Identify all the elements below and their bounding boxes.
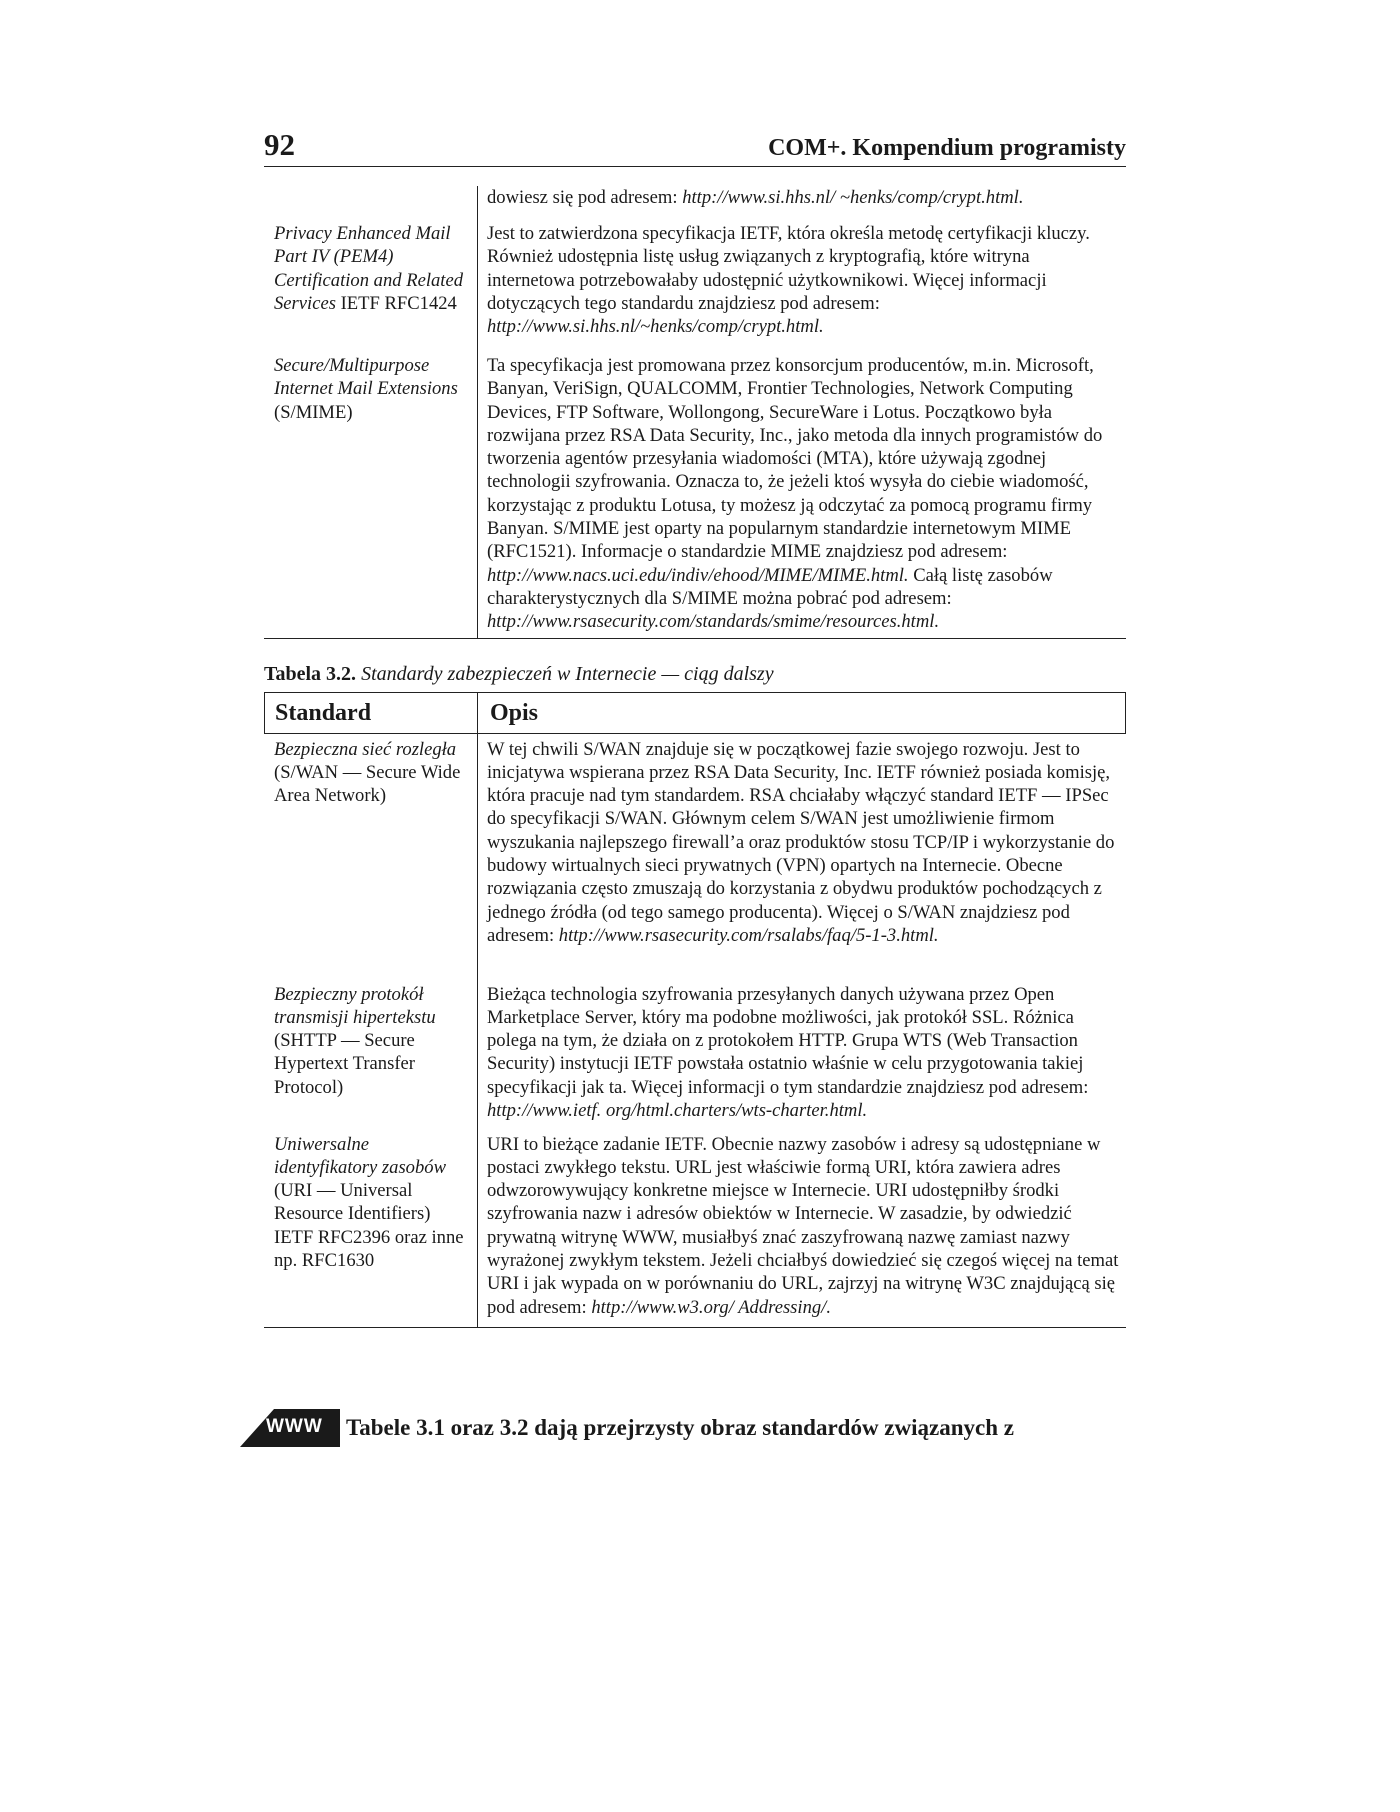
table-bottom-rule — [264, 638, 1126, 639]
description-url: http://www.ietf. org/html.charters/wts-charter.html. — [487, 1100, 868, 1122]
www-badge-label: WWW — [266, 1416, 323, 1437]
standard-id: (URI — Universal Resource Identifiers) IETF RFC2396 oraz inne np. RFC1630 — [274, 1180, 464, 1272]
description-url: http://www.rsasecurity.com/rsalabs/faq/5-1-3.html. — [558, 924, 939, 946]
page — [264, 128, 1126, 1328]
description-url: http://www.si.hhs.nl/~henks/comp/crypt.html. — [487, 316, 824, 338]
table-header — [264, 692, 1126, 734]
standard-name: Bezpieczny protokół transmisji hipertekstu — [274, 983, 436, 1028]
description-cell — [477, 222, 1126, 352]
standard-cell — [264, 354, 477, 634]
www-note — [240, 1409, 1014, 1447]
standard-name: Secure/Multipurpose Internet Mail Extensions — [274, 355, 458, 400]
description-cell — [477, 354, 1126, 634]
table-row — [264, 1133, 1126, 1327]
description-cell — [477, 1133, 1126, 1319]
description-text: W tej chwili S/WAN znajduje się w początkowej fazie swojego rozwoju. Jest to inicjatywa wspierana przez RSA Data Security, Inc. IETF również posiada komisję, która pracuje nad tym standardem. RSA chciałaby włączyć standard IETF — IPSec do specyfikacji S/WAN. Głównym celem S/WAN jest umożliwienie firmom wyszukania najlepszego firewall’a oraz produktów stosu TCP/IP i wykorzystanie do budowy wirtualnych sieci prywatnych (VPN) opartych na Internecie. Obecne rozwiązania często zmuszają do korzystania z obydwu produktów pochodzących z jednego źródła (od tego samego producenta). Więcej o S/WAN znajdziesz pod adresem: — [487, 738, 1115, 946]
description-url: http://www.rsasecurity.com/standards/smime/resources.html. — [487, 611, 940, 633]
standard-cell — [264, 186, 477, 220]
column-header-standard: Standard — [275, 699, 372, 726]
standard-id: (S/MIME) — [274, 401, 353, 423]
standard-name: Uniwersalne identyfikatory zasobów — [274, 1133, 446, 1178]
table-body — [264, 734, 1126, 1327]
www-badge-icon — [240, 1409, 340, 1447]
description-text: Całą listę zasobów charakterystycznych dla S/MIME można pobrać pod adresem: — [487, 564, 1053, 609]
description-cell — [477, 983, 1126, 1123]
table-row — [264, 983, 1126, 1123]
table-row — [264, 354, 1126, 638]
standard-cell — [264, 222, 477, 352]
caption-text: Standardy zabezpieczeń w Internecie — ciąg dalszy — [356, 662, 774, 685]
running-title: COM+. Kompendium programisty — [768, 135, 1126, 161]
column-divider — [477, 186, 478, 639]
standard-id: (SHTTP — Secure Hypertext Transfer Protocol) — [274, 1030, 415, 1098]
description-text: dowiesz się pod adresem: — [487, 187, 683, 208]
table-caption — [264, 661, 1126, 687]
description-cell — [477, 738, 1126, 973]
description-text: Jest to zatwierdzona specyfikacja IETF, która określa metodę certyfikacji kluczy. Również udostępnia listę usług związanych z kryptografią, które witryna internetowa potrzebowałaby udostępnić użytkownikowi. Więcej informacji dotyczących tego standardu znajdziesz pod adresem: — [487, 223, 1090, 314]
note-text: Tabele 3.1 oraz 3.2 dają przejrzysty obraz standardów związanych z — [346, 1415, 1014, 1440]
standard-cell — [264, 983, 477, 1123]
standard-id: (S/WAN — Secure Wide Area Network) — [274, 761, 461, 807]
description-text: Ta specyfikacja jest promowana przez konsorcjum producentów, m.in. Microsoft, Banyan, VeriSign, QUALCOMM, Frontier Technologies, Network Computing Devices, FTP Software, Wollongong, SecureWare i Lotus. Początkowo była rozwijana przez RSA Data Security, Inc., jako metoda dla innych programistów do tworzenia agentów przesyłania wiadomości (MTA), które używają zgodnej technologii szyfrowania. Oznacza to, że jeżeli ktoś wysyła do ciebie wiadomość, korzystając z produktu Lotusa, ty możesz ją odczytać za pomocą programu firmy Banyan. S/MIME jest oparty na popularnym standardzie internetowym MIME (RFC1521). Informacje o standardzie MIME znajdziesz pod adresem: — [487, 355, 1103, 563]
column-divider — [477, 734, 478, 1327]
description-url: http://www.w3.org/ Addressing/. — [591, 1296, 831, 1318]
column-header-description: Opis — [477, 693, 1125, 733]
table-bottom-rule — [264, 1327, 1126, 1328]
description-url: http://www.si.hhs.nl/ ~henks/comp/crypt.html. — [682, 187, 1024, 208]
caption-label: Tabela 3.2. — [264, 662, 357, 685]
table-row — [264, 186, 1126, 220]
table-row — [264, 222, 1126, 352]
page-number: 92 — [264, 127, 295, 162]
standard-cell — [264, 738, 477, 973]
description-cell — [477, 186, 1126, 220]
standard-id: IETF RFC1424 — [335, 292, 457, 314]
standard-cell — [264, 1133, 477, 1319]
table-3-2 — [264, 692, 1126, 1328]
page-header — [264, 128, 1126, 167]
table-row — [264, 734, 1126, 973]
table-continued — [264, 186, 1126, 639]
standard-name: Bezpieczna sieć rozległa — [274, 738, 457, 760]
standard-name: Privacy Enhanced Mail Part IV (PEM4) Certification and Related Services — [274, 223, 464, 314]
description-url: http://www.nacs.uci.edu/indiv/ehood/MIME/MIME.html. — [487, 564, 909, 586]
description-text: Bieżąca technologia szyfrowania przesyłanych danych używana przez Open Marketplace Server, który ma podobne możliwości, jak protokół SSL. Różnica polega na tym, że działa on z protokołem HTTP. Grupa WTS (Web Transaction Security) instytucji IETF powstała ostatnio właśnie w celu przygotowania takiej specyfikacji jak ta. Więcej informacji o tym standardzie znajdziesz pod adresem: — [487, 983, 1089, 1098]
description-text: URI to bieżące zadanie IETF. Obecnie nazwy zasobów i adresy są udostępniane w postaci zwykłego tekstu. URL jest właściwie formą URI, która zawiera adres odwzorowywujący konkretne miejsce w Internecie. URI udostępniłby środki szyfrowania nazw i adresów obiektów w Internecie. W zasadzie, by odwiedzić prywatną witrynę WWW, musiałbyś znać zaszyfrowaną nazwę zamiast nazwy wyrażonej zwykłym tekstem. Jeżeli chciałbyś dowiedzieć się czegoś więcej na temat URI i jak wypada on w porównaniu do URL, zajrzyj na witrynę W3C znajdującą się pod adresem: — [487, 1133, 1119, 1318]
